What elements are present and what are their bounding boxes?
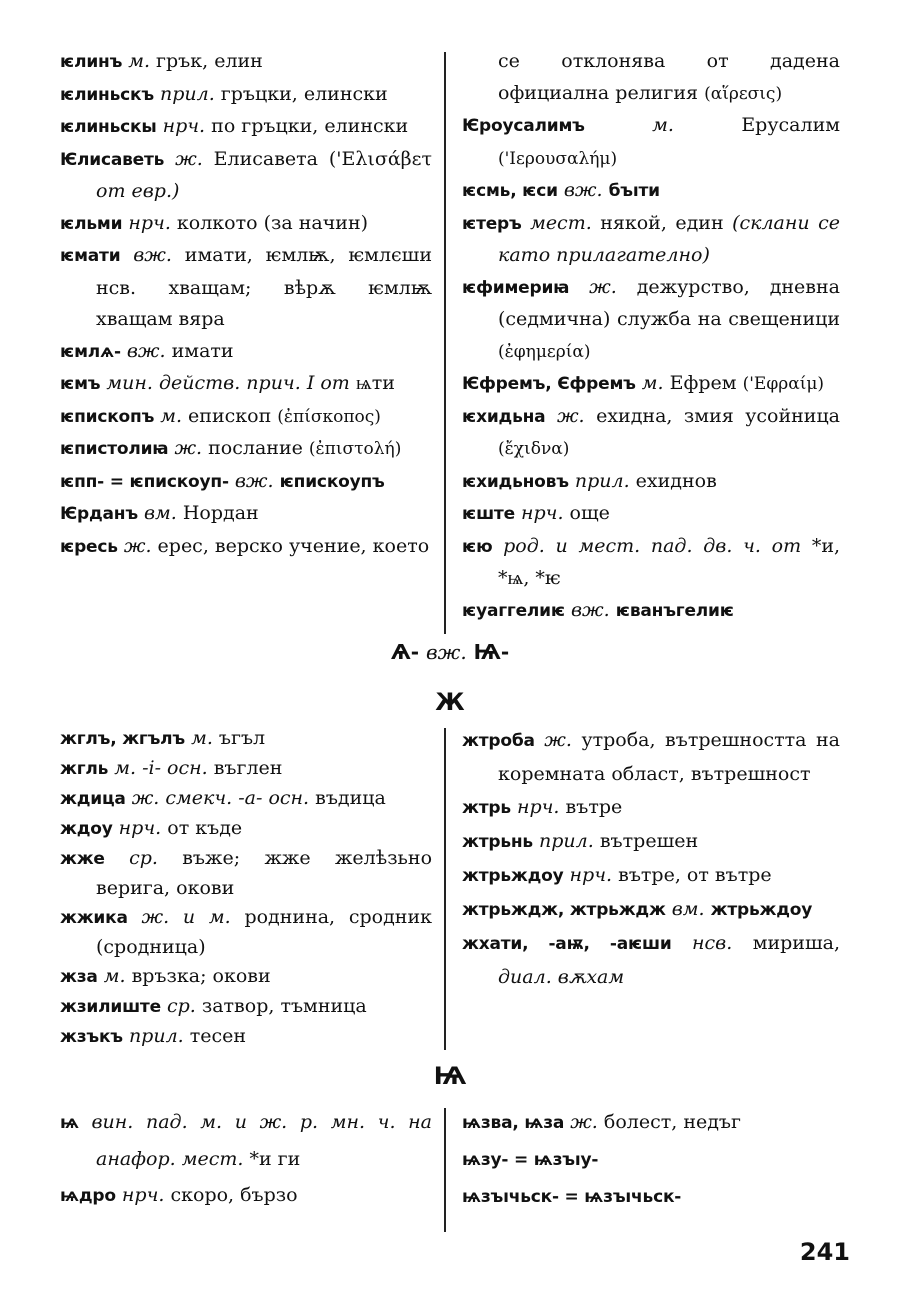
entry: ѥпп- = ѥпискоуп- вж. ѥпискоупъ bbox=[60, 469, 385, 492]
section-ia-right-column bbox=[462, 1104, 840, 1215]
entry: ждоу нрч. от къде bbox=[60, 817, 243, 839]
entry: жзилиште ср. затвор, тъмница bbox=[60, 995, 367, 1017]
section-ia-left-column bbox=[60, 1104, 432, 1214]
section-zh-right-column bbox=[462, 724, 840, 994]
entry: ѥльми нрч. колкото (за начин) bbox=[60, 211, 369, 234]
entry: жзъкъ прил. тесен bbox=[60, 1025, 247, 1047]
entry: ѩзва, ѩза ж. болест, недъг bbox=[462, 1111, 741, 1133]
section-letter-ia: Ѩ bbox=[433, 1062, 467, 1090]
entry: ѥю род. и мест. пад. дв. ч. от *и, *ѩ, *ѥ bbox=[462, 534, 841, 589]
section-letter-zh: Ж bbox=[435, 688, 465, 716]
entry: жза м. връзка; окови bbox=[60, 965, 271, 987]
entry: ѥсмь, ѥси вж. бъıти bbox=[462, 179, 660, 201]
entry: жгль м. -і- осн. въглен bbox=[60, 757, 283, 779]
entry: жтрьнь прил. вътрешен bbox=[462, 830, 699, 852]
entry-continuation: се отклонява от дадена официална религия (αἵρεσις) bbox=[498, 50, 840, 104]
entry: ѩзъıчьск- = ѩзъıчьск- bbox=[462, 1187, 682, 1207]
entry: ѥхидьна ж. ехидна, змия усойница (ἔχιδνα) bbox=[462, 404, 841, 459]
section-1-left-column bbox=[60, 46, 432, 563]
entry: ѥлиньскъ прил. гръцки, елински bbox=[60, 82, 388, 105]
cross-reference: Ѧ- вж. Ѩ- bbox=[390, 640, 510, 664]
entry: ѥуаггелиѥ вж. ѥванъгелиѥ bbox=[462, 598, 734, 621]
section-zh-left-column bbox=[60, 724, 432, 1052]
entry: жже ср. въже; жже желѣзьно верига, окови bbox=[60, 847, 433, 899]
entry: Ѥрданъ вм. Нордан bbox=[60, 502, 259, 524]
entry: ѥмъ мин. действ. прич. I от ѩти bbox=[60, 372, 395, 394]
entry: ѥште нрч. още bbox=[462, 502, 610, 524]
page-number: 241 bbox=[799, 1238, 850, 1266]
entry: ѥфимериꙗ ж. дежурство, дневна (седмична) служба на свещеници (ἐφημερία) bbox=[462, 275, 840, 362]
entry: ждица ж. смекч. -а- осн. въдица bbox=[60, 787, 386, 809]
entry: ѥпископъ м. епископ (ἐπίσκοπος) bbox=[60, 404, 381, 427]
entry: жтрьждоу нрч. вътре, от вътре bbox=[462, 864, 772, 886]
entry: ѥмлѧ- вж. имати bbox=[60, 339, 234, 362]
entry: ѥпистолиꙗ ж. послание (ἐπιστολή) bbox=[60, 437, 402, 459]
section-1-right-column bbox=[462, 46, 840, 627]
entry: ѩдро нрч. скоро, бързо bbox=[60, 1184, 298, 1206]
entry: ѥхидьновъ прил. ехиднов bbox=[462, 469, 717, 492]
entry: жжика ж. и м. роднина, сродник (сродница) bbox=[60, 906, 432, 958]
column-divider bbox=[444, 52, 446, 634]
entry: ѥмати вж. имати, ѥмлѭ, ѥмлєши нсв. хващам; вѣрѫ ѥмлѭ хващам вяра bbox=[60, 244, 432, 330]
entry: Ѥфремъ, Єфремъ м. Ефрем ('Εφραίμ) bbox=[462, 372, 825, 394]
entry: ѥлинъ м. грък, елин bbox=[60, 50, 263, 72]
entry: жтрьждж, жтрьждж вм. жтрьждоу bbox=[462, 898, 813, 920]
entry: Ѥлисаветь ж. Елисавета ('Ελισάβετ от евр.) bbox=[60, 147, 433, 202]
entry: жтроба ж. утроба, вътрешността на коремната област, вътрешност bbox=[462, 729, 840, 785]
column-divider bbox=[444, 1108, 446, 1232]
entry: ѥлиньскы нрч. по гръцки, елински bbox=[60, 115, 409, 137]
entry: ѩ вин. пад. м. и ж. р. мн. ч. на анафор. мест. *и ги bbox=[60, 1111, 432, 1170]
entry: ѥресь ж. ерес, верско учение, което bbox=[60, 534, 430, 557]
entry: ѩзу- = ѩзъıу- bbox=[462, 1150, 599, 1170]
entry: жхати, -аѭ, -аѥши нсв. мириша, диал. вѫхам bbox=[462, 932, 840, 988]
entry: ѥтеръ мест. някой, един (склани се като прилагателно) bbox=[462, 211, 840, 266]
column-divider bbox=[444, 728, 446, 1050]
entry: Ѥроусалимъ м. Ерусалим ('Ιερουσαλήμ) bbox=[462, 114, 841, 169]
entry: жглъ, жгълъ м. ъгъл bbox=[60, 727, 266, 749]
entry: жтрь нрч. вътре bbox=[462, 796, 623, 818]
